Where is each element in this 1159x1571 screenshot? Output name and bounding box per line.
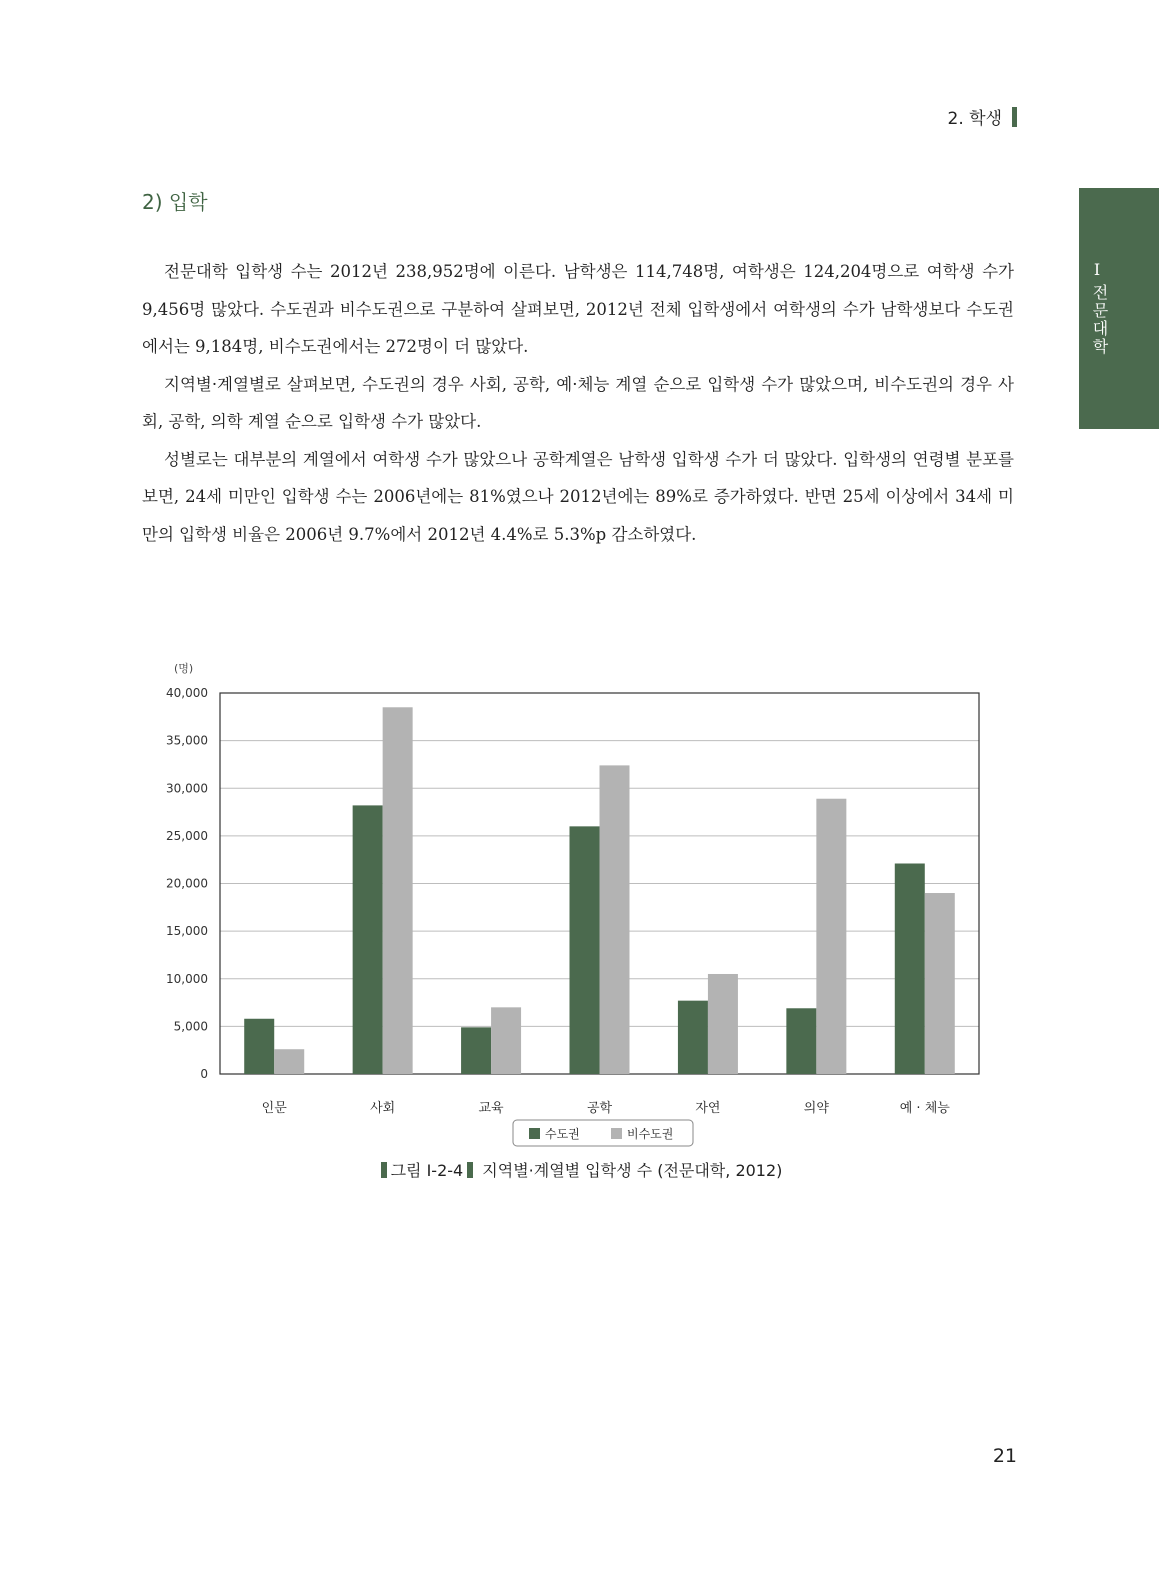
paragraph-3: 성별로는 대부분의 계열에서 여학생 수가 많았으나 공학계열은 남학생 입학생 수가 더 많았다. 입학생의 연령별 분포를 보면, 24세 미만인 입학생 수는 2006년에는 81%였으나 2012년에는 89%로 증가하였다. 반면 25세 이상에서 34세 미만의 입학생 비율은 2006년 9.7%에서 2012년 4.4%로 5.3%p 감소하였다.	[142, 449, 1014, 544]
caption-mark-right	[467, 1162, 473, 1178]
paragraph-2: 지역별·계열별로 살펴보면, 수도권의 경우 사회, 공학, 예·체능 계열 순으로 입학생 수가 많았으며, 비수도권의 경우 사회, 공학, 의학 계열 순으로 입학생 수가 많았다.	[142, 374, 1014, 431]
y-tick-label: 30,000	[166, 781, 208, 796]
y-tick-label: 5,000	[173, 1019, 208, 1034]
bar-sudogwon	[353, 805, 383, 1074]
x-tick-label: 공학	[586, 1101, 613, 1116]
page-number: 21	[992, 1445, 1017, 1467]
x-tick-label: 인문	[261, 1101, 287, 1116]
bar-bisudogwon	[925, 893, 955, 1074]
y-unit-label: (명)	[174, 662, 194, 675]
bar-sudogwon	[461, 1027, 491, 1074]
legend-label: 비수도권	[627, 1127, 674, 1141]
running-head-text: 2. 학생	[947, 109, 1002, 129]
bar-sudogwon	[244, 1019, 274, 1074]
caption-text: 지역별·계열별 입학생 수 (전문대학, 2012)	[482, 1161, 783, 1180]
section-title: 2) 입학	[142, 190, 208, 214]
figure-caption	[0, 1158, 1159, 1181]
y-tick-label: 10,000	[166, 971, 208, 986]
y-tick-label: 15,000	[166, 924, 208, 939]
chapter-label: 전문대학	[1090, 284, 1109, 356]
running-head-bar	[1012, 107, 1017, 127]
bar-bisudogwon	[816, 799, 846, 1074]
chapter-number: I	[1093, 260, 1101, 279]
x-tick-label: 사회	[370, 1101, 396, 1116]
bar-sudogwon	[678, 1001, 708, 1074]
y-tick-label: 20,000	[166, 876, 208, 891]
bar-bisudogwon	[274, 1049, 304, 1074]
chapter-side-tab	[1079, 188, 1159, 429]
bar-sudogwon	[895, 863, 925, 1074]
x-tick-label: 의약	[803, 1101, 829, 1116]
x-tick-label: 자연	[695, 1101, 721, 1116]
legend-label: 수도권	[545, 1127, 580, 1141]
legend-swatch	[529, 1128, 540, 1139]
x-tick-label: 교육	[478, 1101, 504, 1116]
bar-sudogwon	[786, 1008, 816, 1074]
bar-bisudogwon	[708, 974, 738, 1074]
chart-svg	[150, 650, 1010, 1150]
bar-bisudogwon	[491, 1007, 521, 1074]
bar-chart	[150, 650, 1010, 1150]
caption-mark-left	[381, 1162, 387, 1178]
y-tick-label: 35,000	[166, 733, 208, 748]
bar-bisudogwon	[600, 765, 630, 1074]
legend-swatch	[611, 1128, 622, 1139]
y-tick-label: 0	[200, 1067, 208, 1081]
caption-label: 그림 Ⅰ-2-4	[390, 1161, 464, 1180]
running-head	[948, 104, 1017, 129]
bar-bisudogwon	[383, 707, 413, 1074]
y-tick-label: 25,000	[166, 828, 208, 843]
bar-sudogwon	[570, 826, 600, 1074]
x-tick-label: 예 · 체능	[899, 1101, 950, 1116]
paragraph-1: 전문대학 입학생 수는 2012년 238,952명에 이른다. 남학생은 114,748명, 여학생은 124,204명으로 여학생 수가 9,456명 많았다. 수도권과 비수도권으로 구분하여 살펴보면, 2012년 전체 입학생에서 여학생의 수가 남학생보다 수도권에서는 9,184명, 비수도권에서는 272명이 더 많았다.	[142, 262, 1014, 356]
y-tick-label: 40,000	[166, 686, 208, 700]
body-text	[142, 253, 1014, 553]
